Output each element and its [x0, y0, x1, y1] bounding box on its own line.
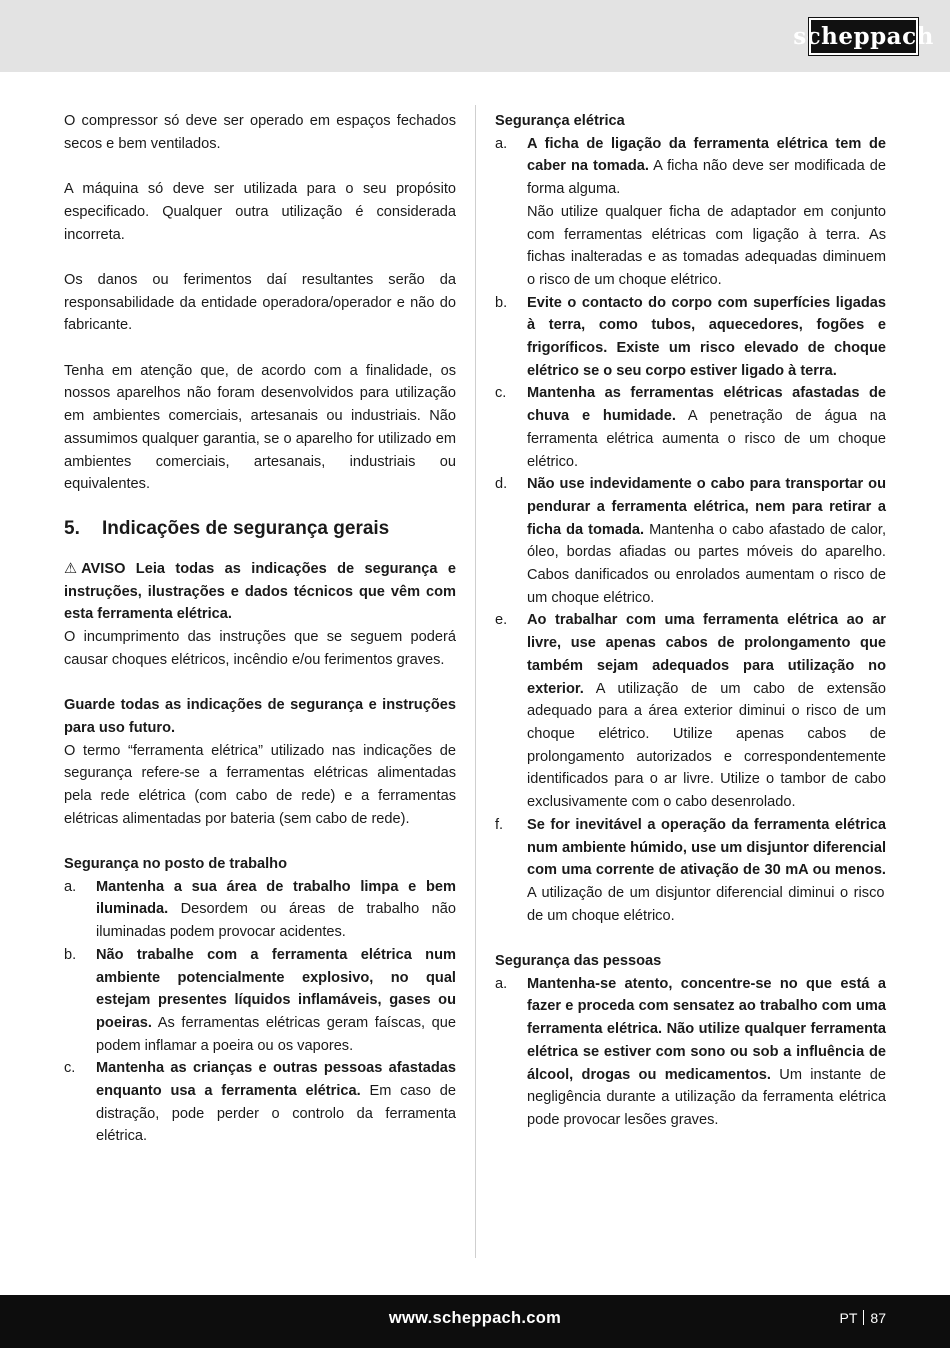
- list-item-text: A penetração de água na ferramenta elétrica aumenta o risco de um choque elétrico.: [527, 408, 886, 470]
- list-item-text: Desordem ou áreas de trabalho não iluminadas podem provocar acidentes.: [96, 901, 456, 941]
- footer-band: [0, 1295, 950, 1348]
- list-item-bold: A ficha de ligação da ferramenta elétrica tem de caber na tomada.: [527, 135, 886, 175]
- list-item-letter: f.: [495, 816, 504, 833]
- personal-safety-heading: Segurança das pessoas: [495, 953, 662, 969]
- list-item-letter: d.: [495, 476, 508, 493]
- brand-logo-text: scheppach: [793, 23, 934, 50]
- list-item: [495, 382, 886, 473]
- list-item-text: Em caso de distração, pode perder o controlo da ferramenta elétrica.: [96, 1083, 456, 1145]
- keep-instructions-text: O termo “ferramenta elétrica” utilizado nas indicações de segurança refere-se a ferramentas elétricas alimentadas pela rede elétrica (com cabo de rede) e a ferramentas elétricas alimentadas por bateria (sem cabo de rede).: [64, 742, 456, 827]
- list-item-bold: Não trabalhe com a ferramenta elétrica num ambiente potencialmente explosivo, no qual estejam presentes líquidos inflamáveis, gases ou poeiras.: [96, 946, 456, 1031]
- list-item-letter: b.: [495, 294, 508, 311]
- warning-bold-text: AVISO Leia todas as indicações de segurança e instruções, ilustrações e dados técnicos que vêm com esta ferramenta elétrica.: [64, 560, 456, 623]
- list-item: [495, 973, 886, 1132]
- workplace-safety-list: [64, 876, 456, 1148]
- warning-block: [64, 558, 456, 626]
- electrical-safety-list: [495, 133, 886, 928]
- list-item-text-continued: Não utilize qualquer ficha de adaptador em conjunto com ferramentas elétricas com ligação à terra. As fichas inalteradas e as tomadas adequadas diminuem o risco de um choque elétrico.: [527, 203, 886, 288]
- list-item-bold: Se for inevitável a operação da ferramenta elétrica num ambiente húmido, use um disjuntor diferencial com uma corrente de ativação de 30 mA ou menos.: [527, 816, 886, 879]
- list-item: [495, 473, 886, 609]
- list-item-bold: Evite o contacto do corpo com superfícies ligadas à terra, como tubos, aquecedores, fogões e frigoríficos. Existe um risco elevado de choque elétrico se o seu corpo estiver ligado à terra.: [527, 294, 886, 379]
- list-item-bold: Ao trabalhar com uma ferramenta elétrica ao ar livre, use apenas cabos de prolongamento que também sejam adequados para utilização no exterior.: [527, 612, 886, 697]
- list-item-bold: Mantenha-se atento, concentre-se no que está a fazer e proceda com sensatez ao trabalho com uma ferramenta elétrica. Não utilize qualquer ferramenta elétrica se estiver com sono ou sob a influência de álcool, drogas ou medicamentos.: [527, 975, 886, 1083]
- personal-safety-list: [495, 973, 886, 1132]
- paragraph-liability: Os danos ou ferimentos daí resultantes serão da responsabilidade da entidade operadora/operador e não do fabricante.: [64, 271, 456, 334]
- list-item: [495, 292, 886, 383]
- column-divider: [475, 105, 476, 1258]
- list-item-letter: a.: [64, 878, 77, 895]
- list-item: [495, 133, 886, 292]
- keep-instructions-heading: Guarde todas as indicações de segurança e instruções para uso futuro.: [64, 697, 456, 736]
- section-title: Indicações de segurança gerais: [102, 517, 390, 539]
- list-item-letter: c.: [495, 385, 507, 402]
- list-item-text: As ferramentas elétricas geram faíscas, que podem inflamar a poeira ou os vapores.: [96, 1014, 456, 1054]
- section-heading: [64, 516, 456, 542]
- language-code: PT: [839, 1310, 858, 1326]
- list-item-bold: Mantenha a sua área de trabalho limpa e bem iluminada.: [96, 878, 456, 918]
- list-item-text: Mantenha o cabo afastado de calor, óleo, bordas afiadas ou partes móveis do aparelho. Cabos danificados ou enrolados aumentam o risco de um choque elétrico.: [527, 521, 886, 606]
- page-number: 87: [870, 1310, 886, 1326]
- electrical-safety-heading: Segurança elétrica: [495, 113, 625, 129]
- list-item-bold: Mantenha as ferramentas elétricas afastadas de chuva e humidade.: [527, 385, 886, 425]
- list-item-letter: e.: [495, 612, 508, 629]
- list-item-text: Um instante de negligência durante a utilização da ferramenta elétrica pode provocar lesões graves.: [527, 1066, 886, 1128]
- list-item: [64, 1057, 456, 1148]
- page-indicator: [840, 1310, 886, 1326]
- website-link[interactable]: www.scheppach.com: [388, 1309, 562, 1327]
- list-item-letter: c.: [64, 1060, 76, 1077]
- list-item: [495, 609, 886, 813]
- brand-logo: [793, 18, 934, 55]
- list-item: [64, 944, 456, 1058]
- page-separator: [863, 1310, 864, 1325]
- list-item: [495, 814, 886, 928]
- list-item-letter: b.: [64, 946, 77, 963]
- list-item-letter: a.: [495, 975, 508, 992]
- list-item-bold: Não use indevidamente o cabo para transportar ou pendurar a ferramenta elétrica, nem para retirar a ficha da tomada.: [527, 476, 886, 538]
- paragraph-commercial-use: Tenha em atenção que, de acordo com a finalidade, os nossos aparelhos não foram desenvolvidos para utilização em ambientes comerciais, artesanais ou industriais. Não assumimos qualquer garantia, se o aparelho for utilizado em ambientes comerciais, artesanais, industriais ou equivalentes.: [64, 362, 456, 493]
- paragraph-intended-use: A máquina só deve ser utilizada para o seu propósito especificado. Qualquer outra utilização é considerada incorreta.: [64, 181, 456, 243]
- list-item-letter: a.: [495, 135, 508, 152]
- paragraph-dry-rooms: O compressor só deve ser operado em espaços fechados secos e bem ventilados.: [64, 113, 456, 152]
- left-column: [64, 110, 456, 1148]
- workplace-safety-heading: Segurança no posto de trabalho: [64, 856, 287, 873]
- list-item-text: A utilização de um disjuntor diferencial diminui o risco de um choque elétrico.: [527, 884, 885, 924]
- right-column: [495, 110, 886, 1132]
- warning-text: O incumprimento das instruções que se seguem poderá causar choques elétricos, incêndio e/ou ferimentos graves.: [64, 629, 456, 668]
- list-item-text: A ficha não deve ser modificada de forma alguma.: [527, 158, 886, 198]
- list-item: [64, 876, 456, 944]
- warning-triangle-icon: ⚠: [64, 560, 78, 577]
- list-item-bold: Mantenha as crianças e outras pessoas afastadas enquanto usa a ferramenta elétrica.: [96, 1060, 456, 1100]
- list-item-text: A utilização de um cabo de extensão adequado para a área exterior diminui o risco de um choque elétrico. Utilize apenas cabos de prolongamento autorizados e correspondentemente identificados para o ar livre. Utilize o tambor de cabo exclusivamente com o cabo desenrolado.: [527, 680, 886, 811]
- section-number: 5.: [64, 517, 80, 539]
